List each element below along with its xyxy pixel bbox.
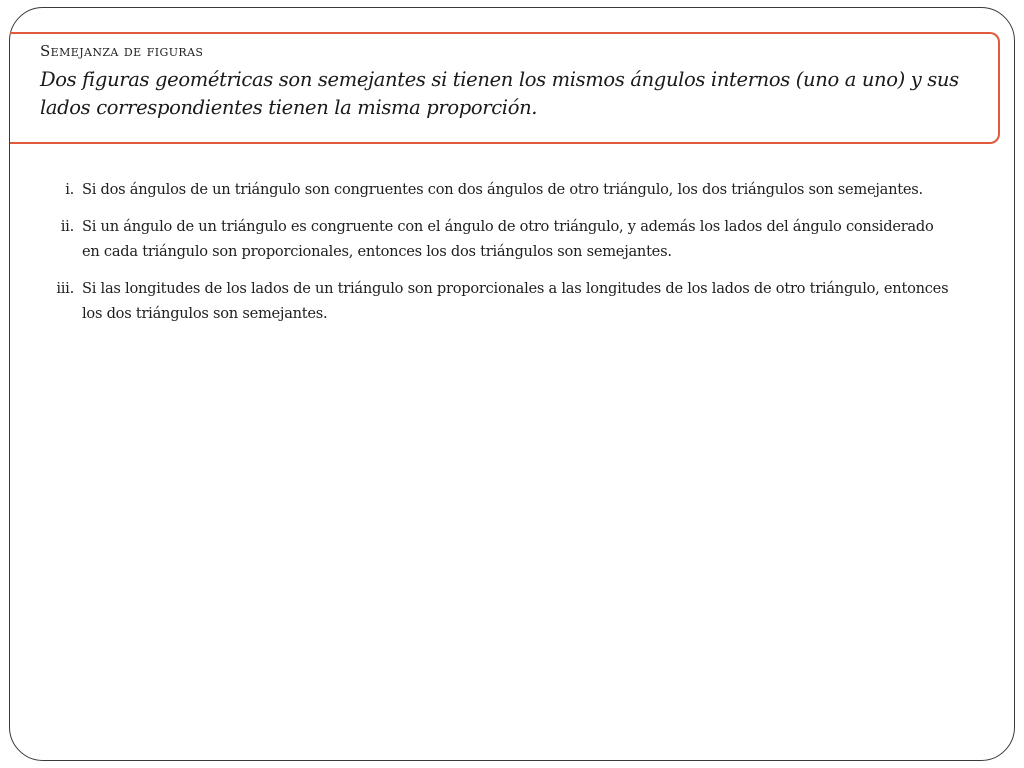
- criterion-item: [0, 177, 952, 202]
- criterion-item: [0, 276, 952, 326]
- similarity-criteria-list: [0, 177, 1024, 338]
- criterion-item: [0, 214, 952, 264]
- criterion-marker: iii.: [56, 280, 74, 297]
- definition-title: Semejanza de figuras: [40, 42, 204, 60]
- criterion-text: Si las longitudes de los lados de un triángulo son proporcionales a las longitudes de los lados de otro triángulo, entonces los dos triángulos son semejantes.: [82, 280, 949, 322]
- criterion-marker: ii.: [60, 218, 74, 235]
- criterion-text: Si un ángulo de un triángulo es congruente con el ángulo de otro triángulo, y además los lados del ángulo considerado en cada triángulo son proporcionales, entonces los dos triángulos son semejantes.: [82, 218, 934, 260]
- definition-text: Dos figuras geométricas son semejantes si tienen los mismos ángulos internos (uno a uno) y sus lados correspondientes tienen la misma proporción.: [40, 68, 959, 119]
- definition-box: [10, 32, 1000, 144]
- criterion-text: Si dos ángulos de un triángulo son congruentes con dos ángulos de otro triángulo, los dos triángulos son semejantes.: [82, 181, 923, 198]
- criterion-marker: i.: [65, 181, 74, 198]
